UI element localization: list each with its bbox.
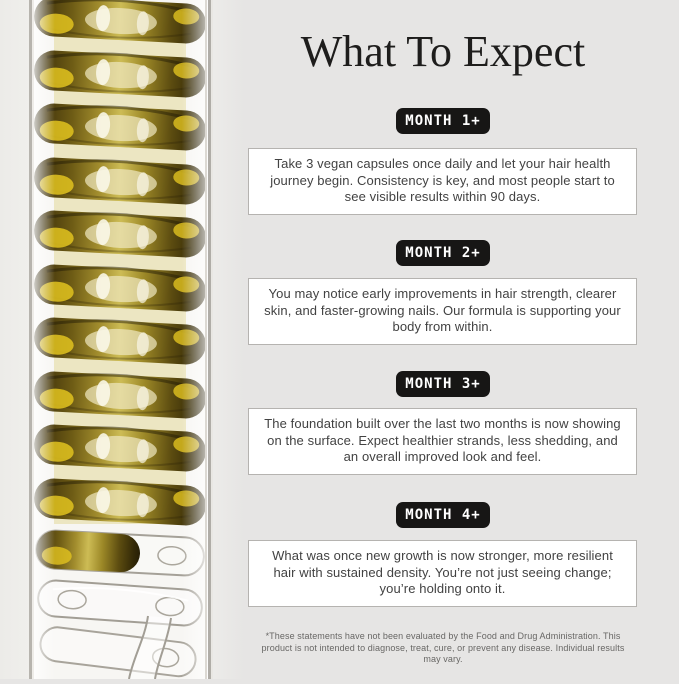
month-3-badge-row [248, 371, 638, 397]
month-4-badge: MONTH 4+ [396, 502, 489, 528]
fda-disclaimer: *These statements have not been evaluated by the Food and Drug Administration. This product is not intended to diagnose, treat, cure, or prevent any disease. Individual results may vary. [261, 631, 625, 664]
month-2-badge: MONTH 2+ [396, 240, 489, 266]
month-1-description: Take 3 vegan capsules once daily and let your hair health journey begin. Consistency is key, and most people start to see visible results within 90 days. [248, 148, 637, 215]
glass-spiral-photo [0, 0, 244, 679]
tube-sheen [32, 0, 208, 679]
month-4-badge-row [248, 502, 638, 528]
month-1-badge: MONTH 1+ [396, 108, 489, 134]
product-photo-panel [0, 0, 244, 679]
month-2-description: You may notice early improvements in hair strength, clearer skin, and faster-growing nails. Our formula is supporting your body from within. [248, 278, 637, 345]
info-column [248, 0, 638, 679]
month-4-description: What was once new growth is now stronger, more resilient hair with sustained density. You’re not just seeing change; you’re holding onto it. [248, 540, 637, 607]
page-title: What To Expect [300, 27, 586, 76]
month-3-description: The foundation built over the last two months is now showing on the surface. Expect healthier strands, less shedding, and an overall improved look and feel. [248, 408, 637, 475]
month-2-badge-row [248, 240, 638, 266]
month-3-badge: MONTH 3+ [396, 371, 489, 397]
month-1-badge-row [248, 108, 638, 134]
